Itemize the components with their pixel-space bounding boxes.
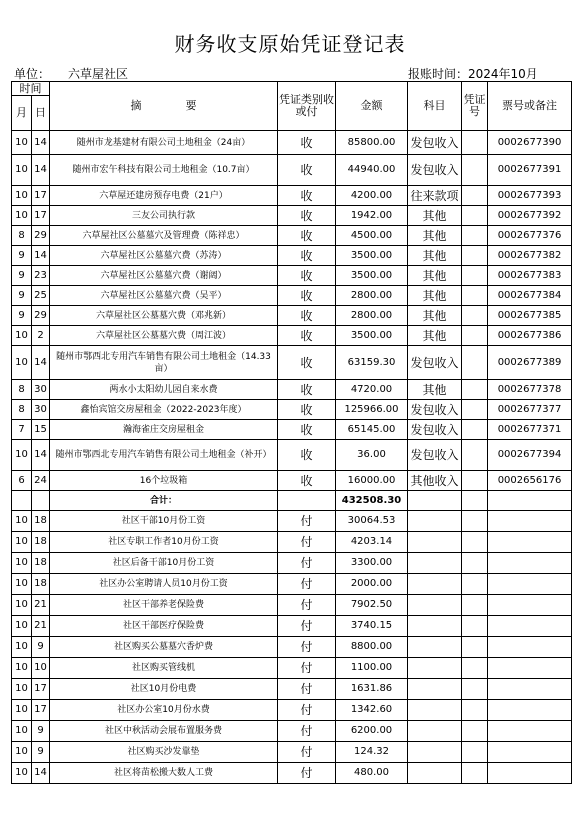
amount-cell: 4203.14 — [336, 532, 408, 553]
table-row — [12, 186, 572, 206]
voucher-cell — [462, 679, 488, 700]
summary-cell: 社区将苗松搬大数人工费 — [50, 763, 278, 784]
day-cell: 21 — [32, 616, 50, 637]
ticket-cell: 0002677382 — [488, 246, 572, 266]
type-cell: 收 — [278, 346, 336, 380]
header-type: 凭证类别收或付 — [278, 82, 336, 131]
summary-cell: 社区干部10月份工资 — [50, 511, 278, 532]
ticket-cell: 0002677389 — [488, 346, 572, 380]
day-cell: 17 — [32, 206, 50, 226]
month-cell: 8 — [12, 226, 32, 246]
month-cell: 10 — [12, 186, 32, 206]
day-cell: 21 — [32, 595, 50, 616]
header-time: 时间 — [12, 82, 50, 96]
type-cell: 付 — [278, 742, 336, 763]
type-cell: 收 — [278, 155, 336, 186]
table-row — [12, 420, 572, 440]
amount-cell: 3500.00 — [336, 246, 408, 266]
table-row — [12, 266, 572, 286]
subject-cell — [408, 742, 462, 763]
subject-cell: 其他 — [408, 206, 462, 226]
day-cell: 17 — [32, 679, 50, 700]
amount-cell: 65145.00 — [336, 420, 408, 440]
subject-cell — [408, 700, 462, 721]
subject-cell: 其他 — [408, 226, 462, 246]
month-cell: 9 — [12, 246, 32, 266]
ticket-cell — [488, 511, 572, 532]
header-voucher: 凭证号 — [462, 82, 488, 131]
ticket-cell — [488, 658, 572, 679]
type-cell: 付 — [278, 574, 336, 595]
amount-cell: 2000.00 — [336, 574, 408, 595]
table-row — [12, 226, 572, 246]
table-row — [12, 306, 572, 326]
summary-cell: 六草屋社区公墓墓穴费（苏涛） — [50, 246, 278, 266]
report-period: 报账时间：2024年10月 — [408, 67, 538, 81]
subject-cell: 发包收入 — [408, 131, 462, 155]
day-cell: 18 — [32, 511, 50, 532]
ticket-cell: 0002656176 — [488, 471, 572, 491]
ticket-cell — [488, 763, 572, 784]
amount-cell: 16000.00 — [336, 471, 408, 491]
day-cell: 29 — [32, 226, 50, 246]
day-cell: 29 — [32, 306, 50, 326]
subject-cell — [408, 595, 462, 616]
month-cell: 10 — [12, 532, 32, 553]
voucher-cell — [462, 532, 488, 553]
amount-cell: 7902.50 — [336, 595, 408, 616]
voucher-cell — [462, 700, 488, 721]
unit-value: 六草屋社区 — [68, 67, 129, 81]
subject-cell — [408, 658, 462, 679]
table-row — [12, 246, 572, 266]
type-cell: 收 — [278, 380, 336, 400]
month-cell: 10 — [12, 574, 32, 595]
ticket-cell — [488, 491, 572, 511]
amount-cell: 3300.00 — [336, 553, 408, 574]
day-cell: 18 — [32, 532, 50, 553]
summary-cell: 随州市宏午科技有限公司土地租金（10.7亩） — [50, 155, 278, 186]
subject-cell: 往来款项 — [408, 186, 462, 206]
table-row — [12, 400, 572, 420]
month-cell: 10 — [12, 763, 32, 784]
summary-cell: 社区办公室聘请人员10月份工资 — [50, 574, 278, 595]
type-cell: 收 — [278, 246, 336, 266]
header-day: 日 — [32, 96, 50, 131]
day-cell: 10 — [32, 658, 50, 679]
month-cell: 10 — [12, 616, 32, 637]
table-row — [12, 380, 572, 400]
amount-cell: 1942.00 — [336, 206, 408, 226]
voucher-cell — [462, 380, 488, 400]
day-cell: 18 — [32, 553, 50, 574]
day-cell: 14 — [32, 763, 50, 784]
day-cell: 14 — [32, 131, 50, 155]
unit-label: 单位： — [14, 67, 51, 81]
voucher-register-table — [11, 81, 572, 784]
ticket-cell: 0002677386 — [488, 326, 572, 346]
amount-cell: 1342.60 — [336, 700, 408, 721]
day-cell: 14 — [32, 155, 50, 186]
amount-cell: 6200.00 — [336, 721, 408, 742]
summary-cell: 社区干部医疗保险费 — [50, 616, 278, 637]
month-cell: 9 — [12, 306, 32, 326]
type-cell: 付 — [278, 763, 336, 784]
type-cell: 付 — [278, 721, 336, 742]
type-cell: 收 — [278, 131, 336, 155]
voucher-cell — [462, 742, 488, 763]
month-cell: 10 — [12, 742, 32, 763]
voucher-cell — [462, 266, 488, 286]
amount-cell: 432508.30 — [336, 491, 408, 511]
table-row — [12, 658, 572, 679]
month-cell: 10 — [12, 658, 32, 679]
day-cell: 30 — [32, 380, 50, 400]
table-row — [12, 595, 572, 616]
type-cell: 收 — [278, 440, 336, 471]
month-cell: 10 — [12, 637, 32, 658]
header-amount: 金额 — [336, 82, 408, 131]
type-cell: 付 — [278, 595, 336, 616]
month-cell: 9 — [12, 266, 32, 286]
amount-cell: 30064.53 — [336, 511, 408, 532]
subject-cell: 其他 — [408, 286, 462, 306]
amount-cell: 3500.00 — [336, 266, 408, 286]
month-cell — [12, 491, 32, 511]
table-row — [12, 700, 572, 721]
type-cell: 付 — [278, 616, 336, 637]
month-cell: 10 — [12, 440, 32, 471]
amount-cell: 44940.00 — [336, 155, 408, 186]
voucher-cell — [462, 763, 488, 784]
subject-cell — [408, 616, 462, 637]
voucher-cell — [462, 206, 488, 226]
ticket-cell: 0002677377 — [488, 400, 572, 420]
table-row — [12, 553, 572, 574]
summary-cell: 六草屋社区公墓墓穴费（吴平） — [50, 286, 278, 306]
summary-cell: 六草屋社区公墓墓穴费（周江波） — [50, 326, 278, 346]
ticket-cell — [488, 595, 572, 616]
summary-cell: 瀚海雀庄交房屋租金 — [50, 420, 278, 440]
summary-cell: 随州市鄂西北专用汽车销售有限公司土地租金（补开） — [50, 440, 278, 471]
summary-cell: 随州市鄂西北专用汽车销售有限公司土地租金（14.33亩） — [50, 346, 278, 380]
ticket-cell: 0002677383 — [488, 266, 572, 286]
voucher-cell — [462, 595, 488, 616]
table-row — [12, 679, 572, 700]
ticket-cell: 0002677384 — [488, 286, 572, 306]
day-cell: 30 — [32, 400, 50, 420]
month-cell: 8 — [12, 400, 32, 420]
subject-cell: 发包收入 — [408, 400, 462, 420]
month-cell: 10 — [12, 700, 32, 721]
day-cell: 14 — [32, 346, 50, 380]
amount-cell: 4500.00 — [336, 226, 408, 246]
type-cell: 收 — [278, 471, 336, 491]
month-cell: 10 — [12, 595, 32, 616]
type-cell: 付 — [278, 532, 336, 553]
day-cell: 9 — [32, 721, 50, 742]
subject-cell: 发包收入 — [408, 155, 462, 186]
summary-cell: 六草屋社区公墓墓穴费（邓兆新） — [50, 306, 278, 326]
subject-cell: 发包收入 — [408, 440, 462, 471]
amount-cell: 480.00 — [336, 763, 408, 784]
type-cell: 收 — [278, 226, 336, 246]
summary-cell: 鑫怡宾馆交房屋租金（2022-2023年度） — [50, 400, 278, 420]
type-cell: 付 — [278, 553, 336, 574]
day-cell: 18 — [32, 574, 50, 595]
type-cell: 收 — [278, 326, 336, 346]
month-cell: 8 — [12, 380, 32, 400]
month-cell: 10 — [12, 721, 32, 742]
amount-cell: 4720.00 — [336, 380, 408, 400]
amount-cell: 124.32 — [336, 742, 408, 763]
month-cell: 10 — [12, 206, 32, 226]
subject-cell: 其他 — [408, 246, 462, 266]
table-row — [12, 326, 572, 346]
summary-cell: 随州市龙基建材有限公司土地租金（24亩） — [50, 131, 278, 155]
month-cell: 10 — [12, 131, 32, 155]
month-cell: 7 — [12, 420, 32, 440]
ticket-cell: 0002677390 — [488, 131, 572, 155]
ticket-cell: 0002677391 — [488, 155, 572, 186]
day-cell: 14 — [32, 246, 50, 266]
ticket-cell — [488, 679, 572, 700]
day-cell: 24 — [32, 471, 50, 491]
day-cell: 2 — [32, 326, 50, 346]
ticket-cell: 0002677392 — [488, 206, 572, 226]
ticket-cell: 0002677376 — [488, 226, 572, 246]
day-cell: 17 — [32, 186, 50, 206]
summary-cell: 六草屋社区公墓墓穴及管理费（陈祥忠） — [50, 226, 278, 246]
unit-line — [14, 65, 128, 82]
day-cell: 14 — [32, 440, 50, 471]
month-cell: 10 — [12, 511, 32, 532]
table-row — [12, 637, 572, 658]
voucher-cell — [462, 491, 488, 511]
subject-cell — [408, 637, 462, 658]
summary-cell: 社区10月份电费 — [50, 679, 278, 700]
amount-cell: 1631.86 — [336, 679, 408, 700]
amount-cell: 63159.30 — [336, 346, 408, 380]
subject-cell: 其他 — [408, 380, 462, 400]
table-row — [12, 471, 572, 491]
voucher-cell — [462, 186, 488, 206]
ticket-cell — [488, 574, 572, 595]
day-cell: 23 — [32, 266, 50, 286]
subject-cell — [408, 574, 462, 595]
table-row — [12, 616, 572, 637]
type-cell: 付 — [278, 658, 336, 679]
amount-cell: 2800.00 — [336, 306, 408, 326]
type-cell: 收 — [278, 420, 336, 440]
table-row — [12, 574, 572, 595]
header-ticket: 票号或备注 — [488, 82, 572, 131]
ticket-cell — [488, 532, 572, 553]
amount-cell: 3740.15 — [336, 616, 408, 637]
month-cell: 6 — [12, 471, 32, 491]
summary-cell: 社区干部养老保险费 — [50, 595, 278, 616]
summary-cell: 合计： — [50, 491, 278, 511]
summary-cell: 两水小太阳幼儿园自来水费 — [50, 380, 278, 400]
table-row — [12, 763, 572, 784]
voucher-cell — [462, 400, 488, 420]
month-cell: 10 — [12, 679, 32, 700]
subject-cell: 其他 — [408, 326, 462, 346]
ticket-cell — [488, 721, 572, 742]
subject-cell — [408, 721, 462, 742]
header-summary: 摘 要 — [50, 82, 278, 131]
day-cell: 9 — [32, 637, 50, 658]
summary-cell: 社区专职工作者10月份工资 — [50, 532, 278, 553]
summary-cell: 六草屋社区公墓墓穴费（谢阔） — [50, 266, 278, 286]
amount-cell: 8800.00 — [336, 637, 408, 658]
voucher-cell — [462, 131, 488, 155]
voucher-cell — [462, 574, 488, 595]
subject-cell — [408, 763, 462, 784]
day-cell: 25 — [32, 286, 50, 306]
total-row — [12, 491, 572, 511]
header-subject: 科目 — [408, 82, 462, 131]
ticket-cell — [488, 700, 572, 721]
ticket-cell — [488, 637, 572, 658]
month-cell: 10 — [12, 553, 32, 574]
amount-cell: 4200.00 — [336, 186, 408, 206]
type-cell: 收 — [278, 286, 336, 306]
summary-cell: 社区购买沙发靠垫 — [50, 742, 278, 763]
voucher-cell — [462, 226, 488, 246]
subject-cell: 其他 — [408, 266, 462, 286]
voucher-cell — [462, 511, 488, 532]
voucher-cell — [462, 471, 488, 491]
table-row — [12, 721, 572, 742]
type-cell: 付 — [278, 511, 336, 532]
voucher-cell — [462, 721, 488, 742]
subject-cell: 其他 — [408, 306, 462, 326]
voucher-cell — [462, 346, 488, 380]
ticket-cell — [488, 616, 572, 637]
subject-cell — [408, 679, 462, 700]
amount-cell: 1100.00 — [336, 658, 408, 679]
summary-cell: 社区购买管线机 — [50, 658, 278, 679]
table-row — [12, 742, 572, 763]
day-cell — [32, 491, 50, 511]
amount-cell: 125966.00 — [336, 400, 408, 420]
voucher-cell — [462, 637, 488, 658]
table-row — [12, 286, 572, 306]
type-cell: 收 — [278, 266, 336, 286]
subject-cell — [408, 553, 462, 574]
voucher-cell — [462, 553, 488, 574]
table-row — [12, 511, 572, 532]
ticket-cell: 0002677394 — [488, 440, 572, 471]
voucher-cell — [462, 246, 488, 266]
type-cell — [278, 491, 336, 511]
ticket-cell: 0002677371 — [488, 420, 572, 440]
summary-cell: 社区购买公墓墓穴香炉费 — [50, 637, 278, 658]
voucher-cell — [462, 155, 488, 186]
summary-cell: 社区后备干部10月份工资 — [50, 553, 278, 574]
table-row — [12, 532, 572, 553]
type-cell: 收 — [278, 186, 336, 206]
voucher-cell — [462, 420, 488, 440]
subject-cell: 其他收入 — [408, 471, 462, 491]
subject-cell — [408, 511, 462, 532]
table-row — [12, 440, 572, 471]
month-cell: 10 — [12, 155, 32, 186]
amount-cell: 2800.00 — [336, 286, 408, 306]
ticket-cell: 0002677393 — [488, 186, 572, 206]
header-month: 月 — [12, 96, 32, 131]
voucher-cell — [462, 286, 488, 306]
day-cell: 15 — [32, 420, 50, 440]
table-row — [12, 346, 572, 380]
voucher-cell — [462, 440, 488, 471]
day-cell: 9 — [32, 742, 50, 763]
ticket-cell — [488, 553, 572, 574]
voucher-cell — [462, 326, 488, 346]
voucher-cell — [462, 306, 488, 326]
summary-cell: 社区办公室10月份水费 — [50, 700, 278, 721]
table-row — [12, 206, 572, 226]
page-title: 财务收支原始凭证登记表 — [174, 32, 406, 56]
type-cell: 付 — [278, 700, 336, 721]
amount-cell: 85800.00 — [336, 131, 408, 155]
summary-cell: 六草屋还建房预存电费（21户） — [50, 186, 278, 206]
type-cell: 收 — [278, 400, 336, 420]
summary-cell: 三友公司执行款 — [50, 206, 278, 226]
summary-cell: 16个垃圾箱 — [50, 471, 278, 491]
subject-cell: 发包收入 — [408, 346, 462, 380]
amount-cell: 36.00 — [336, 440, 408, 471]
day-cell: 17 — [32, 700, 50, 721]
subject-cell: 发包收入 — [408, 420, 462, 440]
voucher-cell — [462, 658, 488, 679]
subject-cell — [408, 491, 462, 511]
ticket-cell — [488, 742, 572, 763]
subject-cell — [408, 532, 462, 553]
month-cell: 10 — [12, 346, 32, 380]
table-row — [12, 131, 572, 155]
type-cell: 付 — [278, 637, 336, 658]
type-cell: 付 — [278, 679, 336, 700]
summary-cell: 社区中秋活动会展布置服务费 — [50, 721, 278, 742]
type-cell: 收 — [278, 306, 336, 326]
month-cell: 9 — [12, 286, 32, 306]
ticket-cell: 0002677378 — [488, 380, 572, 400]
type-cell: 收 — [278, 206, 336, 226]
amount-cell: 3500.00 — [336, 326, 408, 346]
voucher-cell — [462, 616, 488, 637]
ticket-cell: 0002677385 — [488, 306, 572, 326]
table-row — [12, 155, 572, 186]
month-cell: 10 — [12, 326, 32, 346]
